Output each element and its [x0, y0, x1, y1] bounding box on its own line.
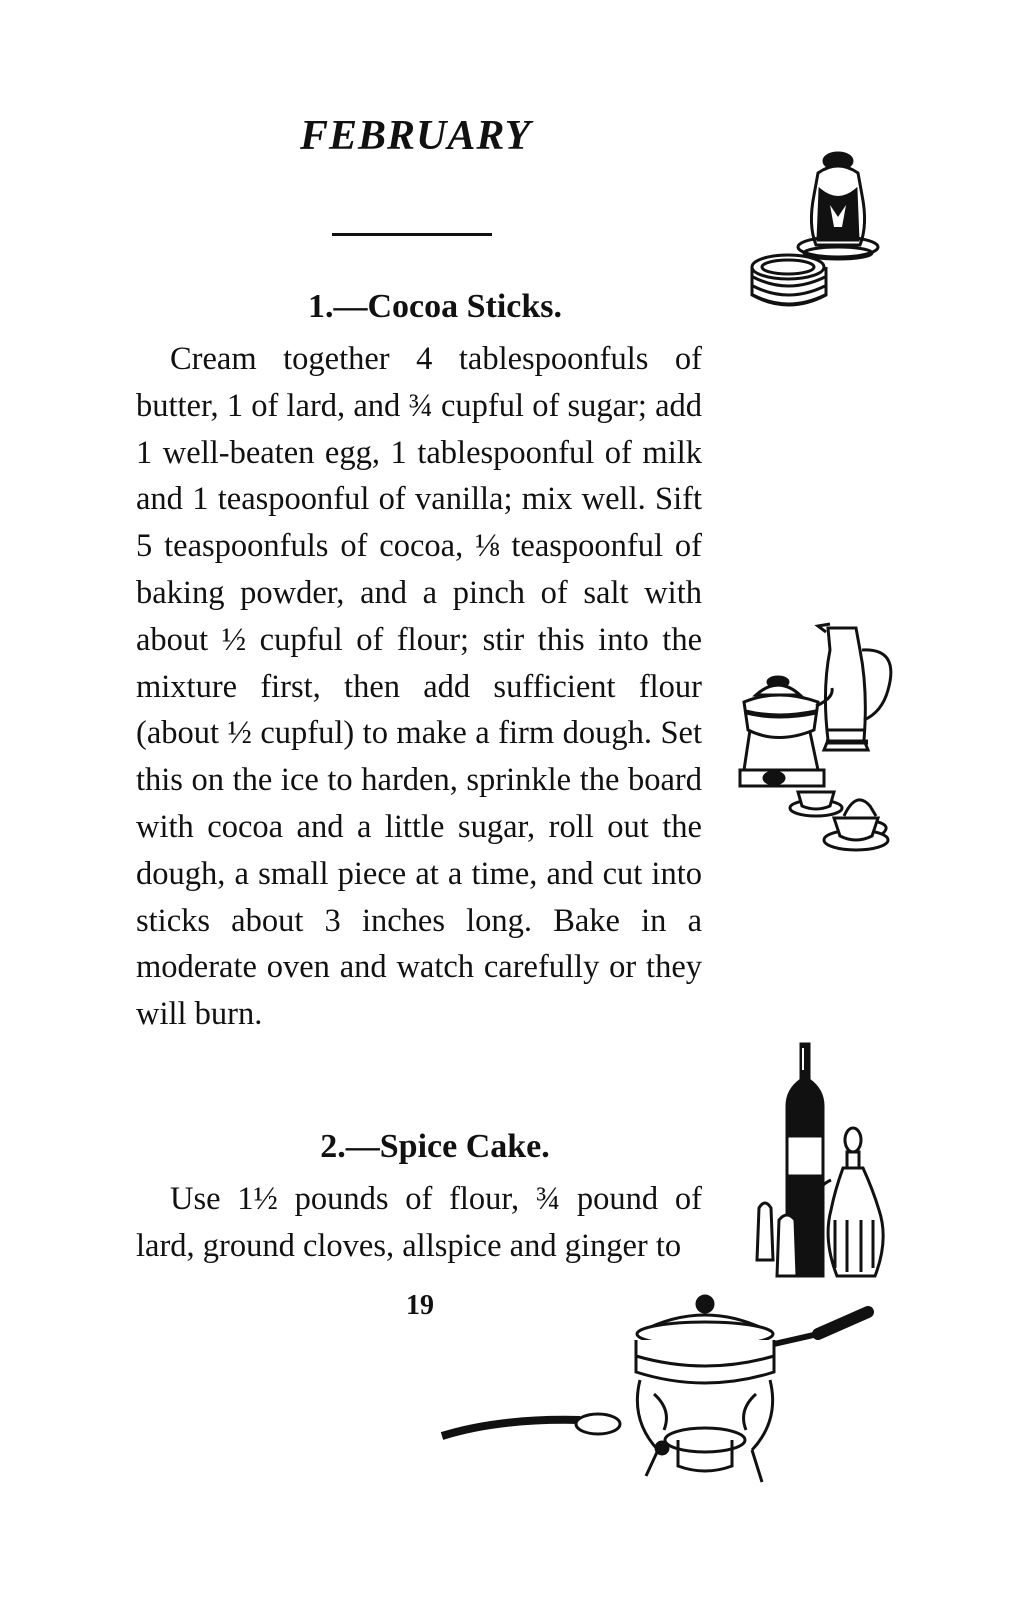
- month-heading: FEBRUARY: [300, 113, 532, 159]
- bottle-and-cruets-icon: [745, 1040, 895, 1285]
- sugar-bowl-and-plates-icon: [750, 145, 885, 330]
- heading-rule: [332, 233, 492, 236]
- recipe-text-cocoa-sticks: Cream together 4 tablespoonfuls of butter, 1 of lard, and ¾ cupful of sugar; add 1 well-beaten egg, 1 tablespoonful of milk and 1 teaspoonful of vanilla; mix well. Sift 5 teaspoonfuls of cocoa, ⅛ teaspoonful of baking powder, and a pinch of salt with about ½ cupful of flour; stir this into the mixture first, then add sufficient flour (about ½ cupful) to make a firm dough. Set this on the ice to harden, sprinkle the board with cocoa and a little sugar, roll out the dough, a small piece at a time, and cut into sticks about 3 inches long. Bake in a moderate oven and watch carefully or they will burn.: [136, 341, 702, 1033]
- page-number: 19: [406, 1290, 434, 1321]
- recipe-text-spice-cake: Use 1½ pounds of flour, ¾ pound of lard, ground cloves, allspice and ginger to: [136, 1181, 702, 1264]
- teapot-pitcher-and-cups-icon: [738, 620, 903, 865]
- chafing-dish-and-spoon-icon: [440, 1290, 880, 1490]
- recipe-title-cocoa-sticks: 1.—Cocoa Sticks.: [307, 288, 563, 325]
- recipe-title-spice-cake: 2.—Spice Cake.: [320, 1128, 550, 1165]
